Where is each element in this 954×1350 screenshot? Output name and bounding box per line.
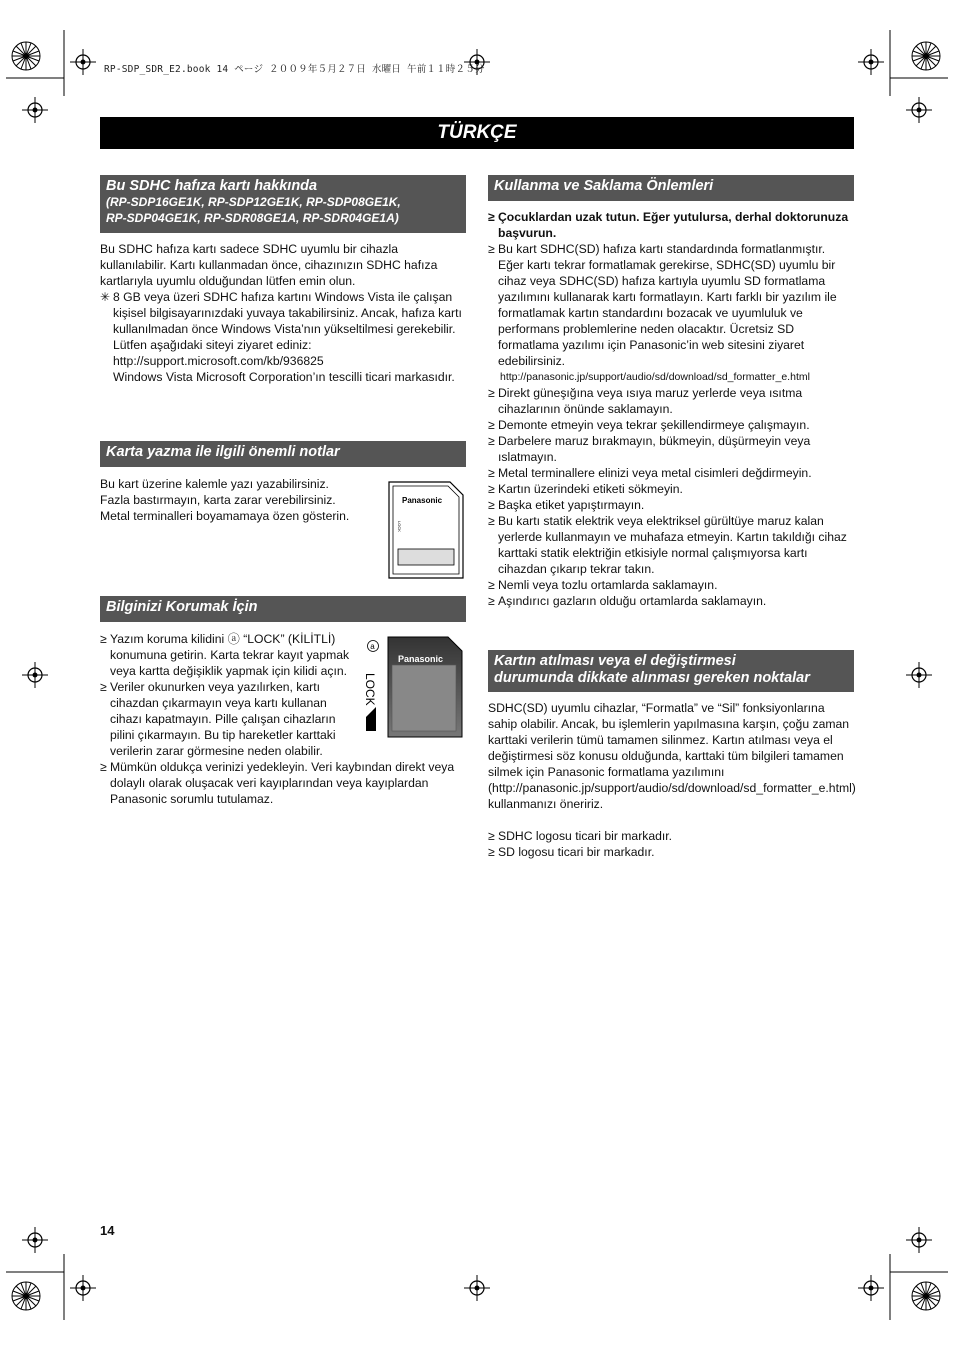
disposal-paragraph: SDHC(SD) uyumlu cihazlar, “Formatla” ve “Sil” fonksiyonlarına sahip olabilir. Ancak, bu işlemlerin yapılmasına karşın, çoğu zaman karttaki verilerin tümü tamamen silinmez. Kartın atılması veya el değiştirmesi söz konusu olduğunda, karttaki tüm bilgileri tamamen silmek için Panasonic formatlama yazılımını (http://panasonic.jp/support/audio/sd/download/sd_formatter_e.html) kullanmanızı öneririz. (488, 701, 856, 811)
disposal-section-body (488, 700, 854, 860)
list-item-text: Bu kart SDHC(SD) hafıza kartı standardında formatlanmıştır. Eğer kartı tekrar formatlamak gerekirse, SDHC(SD) uyumlu bir cihaz veya SDHC(SD) hafıza kartıyla uyumlu SD formatlama yazılımını kullanarak kartı formatlayın. Kartı farklı bir yazılım ile formatlamak kartın standardını bozacak ve uyumluluk ve performans problemlerine neden olacaktır. Ücretsiz SD formatlama yazılımı için Panasonic’in web sitesini ziyaret edebilirsiniz. (498, 242, 837, 368)
bullet-icon: ≥ (488, 514, 495, 528)
sd-card-lock-illustration (360, 635, 464, 739)
card-brand: Panasonic (398, 654, 444, 664)
bullet-icon: ≥ (488, 498, 495, 512)
section-title-line: durumunda dikkate alınması gereken noktalar (494, 670, 810, 686)
list-item (488, 385, 854, 417)
list-item (488, 577, 854, 593)
print-file-info: RP-SDP_SDR_E2.book 14 ページ ２００９年５月２７日 水曜日 午前１１時２５分 (104, 64, 485, 75)
windows-vista-note (100, 289, 466, 385)
list-item-text: Veriler okunurken veya yazılırken, kartı cihazdan çıkarmayın veya kartı kullanan cihazı kapatmayın. Pille çalışan cihazların pilini çıkarmayın. Bu tip hareketler karttaki verilerin zarar görmesine neden olabilir. (110, 680, 336, 758)
list-item-text: Metal terminallere elinizi veya metal cisimleri değdirmeyin. (498, 466, 812, 480)
list-item-text: Darbelere maruz bırakmayın, bükmeyin, düşürmeyin veya ıslatmayın. (498, 434, 811, 464)
list-item (100, 631, 355, 679)
callout-label: a (370, 642, 375, 651)
asterisk-icon: ✳ (100, 290, 111, 304)
list-item-text: Nemli veya tozlu ortamlarda saklamayın. (498, 578, 718, 592)
about-section-body (100, 241, 466, 385)
note-text: 8 GB veya üzeri SDHC hafıza kartını Windows Vista ile çalışan kişisel bilgisayarınızdaki yuvaya takabilirsiniz. Ancak, hafıza kartı kullanılmadan önce Windows Vista’nın yükseltilmesi gerekebilir. Lütfen aşağıdaki siteyi ziyaret ediniz: (113, 290, 462, 352)
list-item (488, 433, 854, 465)
bullet-icon: ≥ (488, 829, 495, 843)
writing-section-body (100, 476, 356, 524)
list-item (488, 513, 854, 577)
lock-arrow-icon (366, 707, 376, 731)
section-title-line: Kartın atılması veya el değiştirmesi (494, 653, 736, 669)
sd-card-label-illustration (388, 481, 464, 579)
bullet-icon: ≥ (488, 434, 495, 448)
microsoft-url: http://support.microsoft.com/kb/936825 (113, 354, 324, 368)
writing-paragraph: Bu kart üzerine kalemle yazı yazabilirsiniz. Fazla bastırmayın, karta zarar verebilirsiniz. Metal terminalleri boyamamaya özen gösterin. (100, 477, 350, 523)
list-item (488, 417, 854, 433)
list-item-text: Mümkün oldukça verinizi yedekleyin. Veri kaybından direkt veya dolaylı olarak oluşacak veri kayıplarından veya kayıplardan Panasonic sorumlu tutulamaz. (110, 760, 455, 806)
list-item-text: Demonte etmeyin veya tekrar şekillendirmeye çalışmayın. (498, 418, 810, 432)
section-title: Bu SDHC hafıza kartı hakkında (106, 178, 318, 194)
list-item (488, 465, 854, 481)
list-item (488, 209, 854, 241)
bullet-icon: ≥ (100, 760, 107, 774)
section-header-disposal (488, 650, 854, 692)
section-header-about (100, 175, 466, 233)
formatter-url: http://panasonic.jp/support/audio/sd/download/sd_formatter_e.html (500, 371, 810, 383)
trademark-note: Windows Vista Microsoft Corporation’ın tescilli ticari markasıdır. (113, 370, 455, 384)
bullet-icon: ≥ (488, 466, 495, 480)
card-brand: Panasonic (402, 496, 443, 505)
bullet-icon: ≥ (100, 680, 107, 694)
bullet-icon: ≥ (488, 845, 495, 859)
bullet-icon: ≥ (488, 594, 495, 608)
svg-text:LOCK: LOCK (397, 521, 402, 532)
list-item-text: SD logosu ticari bir markadır. (498, 845, 655, 859)
about-paragraph: Bu SDHC hafıza kartı sadece SDHC uyumlu bir cihazla kullanılabilir. Kartı kullanmadan önce, cihazınızın SDHC hafıza kartlarıyla uyumlu olduğundan lütfen emin olun. (100, 242, 438, 288)
list-item (488, 828, 854, 844)
bullet-icon: ≥ (100, 632, 107, 646)
list-item (488, 497, 854, 513)
list-item-text: Çocuklardan uzak tutun. Eğer yutulursa, derhal doktorunuza başvurun. (498, 210, 849, 240)
section-header-writing (100, 441, 466, 467)
handling-section-body (488, 209, 854, 609)
bullet-icon: ≥ (488, 418, 495, 432)
bullet-icon: ≥ (488, 578, 495, 592)
list-item-text: Bu kartı statik elektrik veya elektriksel gürültüye maruz kalan yerlerde kullanmayın ve muhafaza etmeyin. Kartın takıldığı cihaz karttaki statik elektriğin etkisiyle normal çalışmıyorsa kartı cihazdan çıkarıp tekrar takın. (498, 514, 847, 576)
bullet-icon: ≥ (488, 386, 495, 400)
model-list-line: RP-SDP04GE1K, RP-SDR08GE1A, RP-SDR04GE1A) (106, 210, 399, 225)
list-item (488, 593, 854, 609)
list-item (488, 481, 854, 497)
section-header-protect (100, 596, 466, 622)
list-item (488, 844, 854, 860)
list-item-text: Başka etiket yapıştırmayın. (498, 498, 645, 512)
bullet-icon: ≥ (488, 482, 495, 496)
list-item-text: Aşındırıcı gazların olduğu ortamlarda saklamayın. (498, 594, 767, 608)
section-title: Bilginizi Korumak İçin (106, 599, 258, 615)
lock-label: LOCK (363, 673, 377, 706)
section-header-handling (488, 175, 854, 201)
list-item-text: Direkt güneşığına veya ısıya maruz yerlerde veya ısıtma cihazlarının önünde saklamayın. (498, 386, 803, 416)
section-title: Karta yazma ile ilgili önemli notlar (106, 444, 340, 460)
list-item (100, 759, 466, 807)
page-number: 14 (100, 1223, 115, 1238)
bullet-icon: ≥ (488, 242, 495, 256)
model-list-line: (RP-SDP16GE1K, RP-SDP12GE1K, RP-SDP08GE1K, (106, 195, 401, 209)
list-item-text: Yazım koruma kilidini ⓐ “LOCK” (KİLİTLİ) konumuna getirin. Karta tekrar kayıt yapmak veya kartta değişiklik yapmak için kilidi açın. (110, 632, 350, 678)
page-title: TÜRKÇE (100, 117, 854, 149)
list-item-text: SDHC logosu ticari bir markadır. (498, 829, 673, 843)
section-title: Kullanma ve Saklama Önlemleri (494, 178, 714, 194)
list-item (488, 241, 854, 385)
bullet-icon: ≥ (488, 210, 495, 224)
list-item-text: Kartın üzerindeki etiketi sökmeyin. (498, 482, 683, 496)
